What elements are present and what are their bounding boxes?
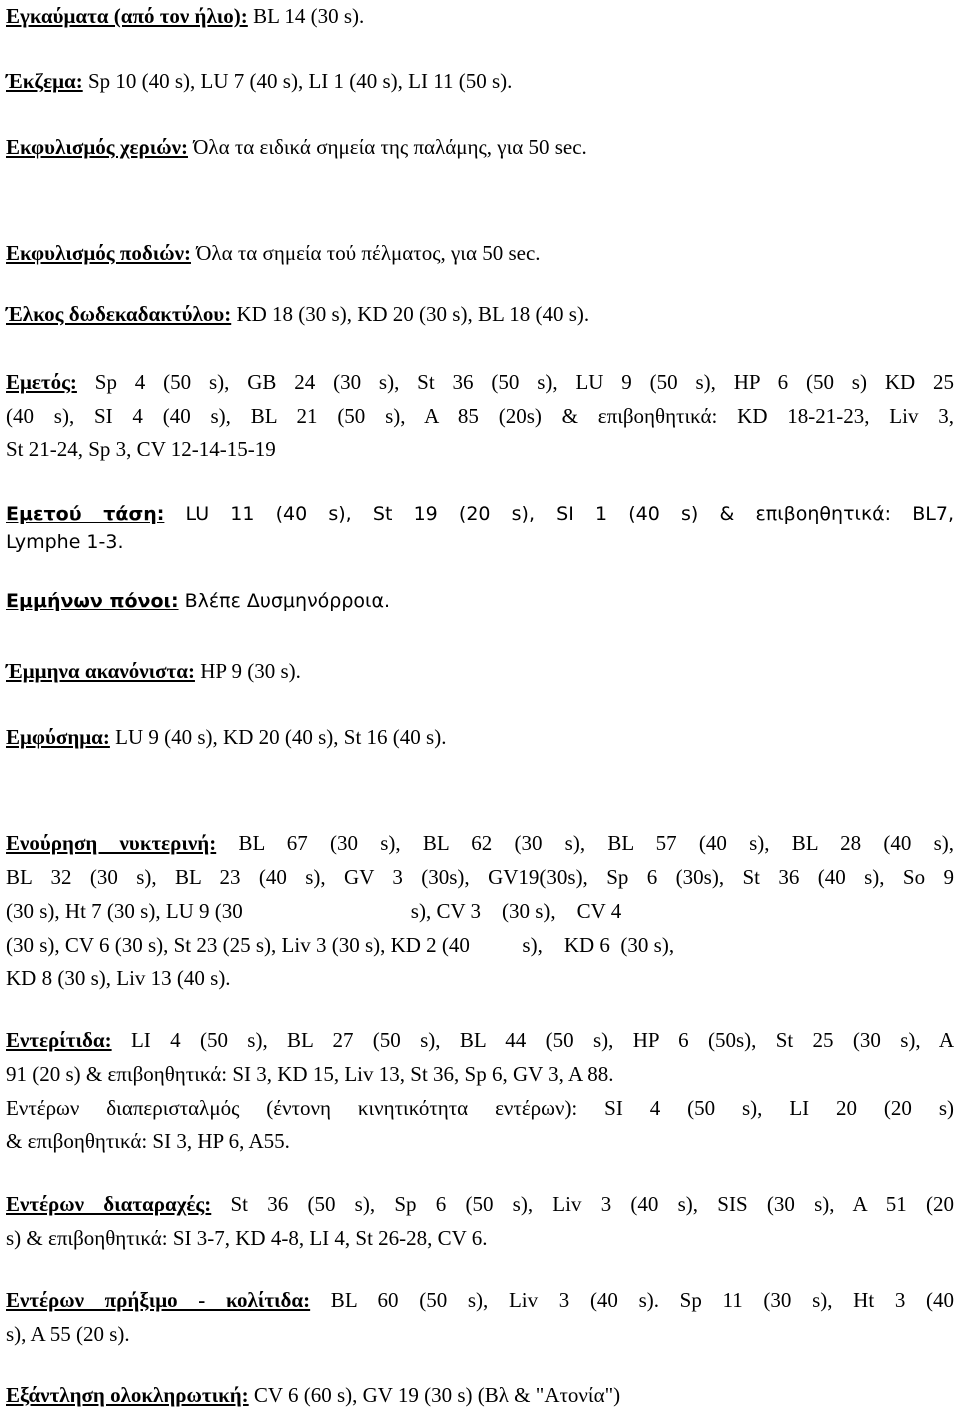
entry-term: Εμφύσημα: bbox=[6, 725, 110, 749]
entry-enteritis-line-1 bbox=[6, 1030, 954, 1051]
entry-text: BL 67 (30 s), BL 62 (30 s), BL 57 (40 s), BL 28 (40 s), bbox=[216, 831, 954, 855]
entry-text: Sp 10 (40 s), LU 7 (40 s), LI 1 (40 s), LI 11 (50 s). bbox=[82, 69, 513, 93]
entry-nausea-line-2: Lymphe 1-3. bbox=[6, 531, 124, 553]
entry-term: Εμετός: bbox=[6, 370, 77, 394]
entry-term: Έμμηνα ακανόνιστα: bbox=[6, 659, 195, 683]
entry-text: BL 14 (30 s). bbox=[247, 4, 365, 28]
entry-enuresis-line-5: KD 8 (30 s), Liv 13 (40 s). bbox=[6, 966, 231, 990]
entry-colitis-line-1 bbox=[6, 1290, 954, 1311]
entry-term: Εκφυλισμός ποδιών: bbox=[6, 241, 191, 265]
entry-burns bbox=[6, 6, 364, 27]
entry-vomiting-line-2: (40 s), SI 4 (40 s), BL 21 (50 s), A 85 (20s) & επιβοηθητικά: KD 18-21-23, Liv 3, bbox=[6, 404, 954, 428]
entry-enuresis-line-4: (30 s), CV 6 (30 s), St 23 (25 s), Liv 3 (30 s), KD 2 (40 s), KD 6 (30 s), bbox=[6, 933, 675, 957]
entry-enteritis-line-3: Εντέρων διαπερισταλμός (έντονη κινητικότητα εντέρων): SI 4 (50 s), LI 20 (20 s) bbox=[6, 1096, 954, 1120]
entry-enuresis-line-1 bbox=[6, 833, 954, 854]
entry-text: HP 9 (30 s). bbox=[194, 659, 301, 683]
entry-text: LU 9 (40 s), KD 20 (40 s), St 16 (40 s). bbox=[109, 725, 447, 749]
entry-text: Όλα τα ειδικά σημεία της παλάμης, για 50 sec. bbox=[187, 135, 587, 159]
entry-nausea-line-1 bbox=[6, 505, 954, 524]
entry-text: Βλέπε Δυσμηνόρροια. bbox=[178, 590, 391, 612]
entry-term: Ενούρηση νυκτερινή: bbox=[6, 831, 217, 855]
entry-term: Έλκος δωδεκαδακτύλου: bbox=[6, 302, 232, 326]
entry-text: KD 18 (30 s), KD 20 (30 s), BL 18 (40 s). bbox=[231, 302, 590, 326]
entry-term: Εμετού τάση: bbox=[6, 503, 165, 525]
entry-foot-degeneration bbox=[6, 243, 541, 264]
entry-term: Εντέρων διαταραχές: bbox=[6, 1192, 212, 1216]
entry-text: Sp 4 (50 s), GB 24 (30 s), St 36 (50 s), LU 9 (50 s), HP 6 (50 s) KD 25 bbox=[76, 370, 954, 394]
entry-term: Εμμήνων πόνοι: bbox=[6, 590, 179, 612]
entry-menstrual-pain bbox=[6, 592, 390, 611]
entry-text: BL 60 (50 s), Liv 3 (40 s). Sp 11 (30 s), Ht 3 (40 bbox=[310, 1288, 954, 1312]
entry-text: Όλα τα σημεία τού πέλματος, για 50 sec. bbox=[190, 241, 541, 265]
entry-bowel-disorders-line-2: s) & επιβοηθητικά: SI 3-7, KD 4-8, LI 4, St 26-28, CV 6. bbox=[6, 1226, 488, 1250]
entry-term: Εκφυλισμός χεριών: bbox=[6, 135, 188, 159]
entry-vomiting-line-3: St 21-24, Sp 3, CV 12-14-15-19 bbox=[6, 437, 276, 461]
entry-term: Εγκαύματα (από τον ήλιο): bbox=[6, 4, 248, 28]
entry-hand-degeneration bbox=[6, 137, 587, 158]
entry-term: Εντερίτιδα: bbox=[6, 1028, 112, 1052]
entry-irregular-menses bbox=[6, 661, 301, 682]
entry-duodenal-ulcer bbox=[6, 304, 589, 325]
entry-text: St 36 (50 s), Sp 6 (50 s), Liv 3 (40 s), SIS (30 s), A 51 (20 bbox=[211, 1192, 955, 1216]
entry-text: CV 6 (60 s), GV 19 (30 s) (Βλ & "Ατονία") bbox=[248, 1383, 621, 1407]
entry-enuresis-line-2: BL 32 (30 s), BL 23 (40 s), GV 3 (30s), GV19(30s), Sp 6 (30s), St 36 (40 s), So 9 bbox=[6, 865, 954, 889]
entry-eczema bbox=[6, 71, 512, 92]
entry-emphysema bbox=[6, 727, 446, 748]
entry-text: LI 4 (50 s), BL 27 (50 s), BL 44 (50 s), HP 6 (50s), St 25 (30 s), A bbox=[111, 1028, 954, 1052]
entry-term: Εξάντληση ολοκληρωτική: bbox=[6, 1383, 249, 1407]
entry-text: LU 11 (40 s), St 19 (20 s), SI 1 (40 s) & επιβοηθητικά: BL7, bbox=[164, 503, 954, 525]
entry-term: Εντέρων πρήξιμο - κολίτιδα: bbox=[6, 1288, 311, 1312]
entry-enteritis-line-4: & επιβοηθητικά: SI 3, HP 6, A55. bbox=[6, 1129, 290, 1153]
entry-vomiting-line-1 bbox=[6, 372, 954, 393]
entry-enuresis-line-3: (30 s), Ht 7 (30 s), LU 9 (30 s), CV 3 (30 s), CV 4 bbox=[6, 899, 622, 923]
entry-exhaustion bbox=[6, 1385, 620, 1406]
entry-bowel-disorders-line-1 bbox=[6, 1194, 954, 1215]
entry-colitis-line-2: s), A 55 (20 s). bbox=[6, 1322, 130, 1346]
entry-term: Έκζεμα: bbox=[6, 69, 83, 93]
entry-enteritis-line-2: 91 (20 s) & επιβοηθητικά: SI 3, KD 15, Liv 13, St 36, Sp 6, GV 3, A 88. bbox=[6, 1062, 614, 1086]
